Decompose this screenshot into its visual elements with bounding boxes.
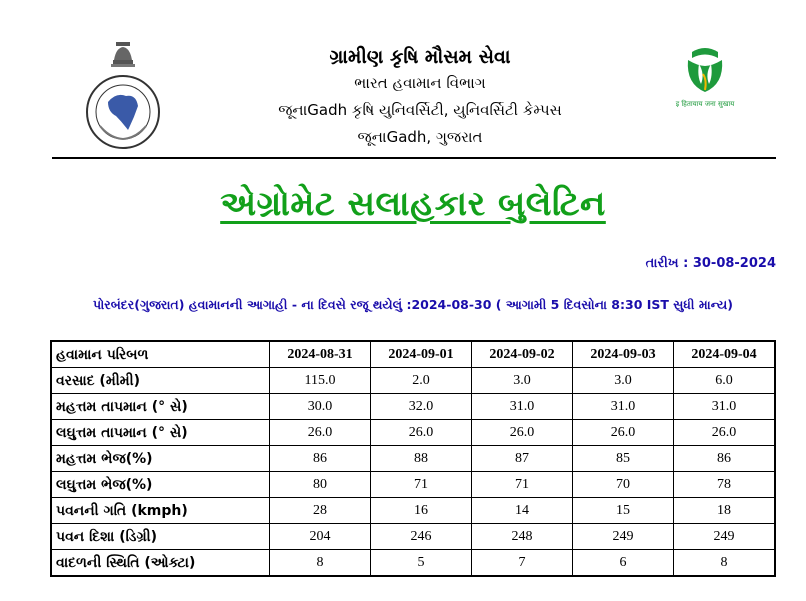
table-cell: 204 bbox=[270, 524, 371, 550]
table-cell: 71 bbox=[472, 472, 573, 498]
table-row bbox=[51, 524, 775, 550]
table-cell: 7 bbox=[472, 550, 573, 577]
table-cell: 31.0 bbox=[573, 394, 674, 420]
table-header-row bbox=[51, 341, 775, 368]
table-row bbox=[51, 394, 775, 420]
date-column-header: 2024-09-03 bbox=[573, 341, 674, 368]
table-cell: 16 bbox=[371, 498, 472, 524]
table-row bbox=[51, 446, 775, 472]
table-cell: 85 bbox=[573, 446, 674, 472]
table-cell: 6 bbox=[573, 550, 674, 577]
header-line-location: જૂનાGadh, ગુજરાત bbox=[357, 128, 483, 146]
row-label-min-temp: લઘુત્તમ તાપમાન (° સે) bbox=[51, 420, 270, 446]
row-label-min-humidity: લઘુત્તમ ભેજ(%) bbox=[51, 472, 270, 498]
table-cell: 14 bbox=[472, 498, 573, 524]
table-cell: 80 bbox=[270, 472, 371, 498]
table-row bbox=[51, 472, 775, 498]
header-line-rural-agromet-service: ગ્રામીણ કૃષિ મૌસમ સેવા bbox=[329, 46, 511, 68]
table-cell: 31.0 bbox=[472, 394, 573, 420]
table-cell: 71 bbox=[371, 472, 472, 498]
date-column-header: 2024-09-04 bbox=[674, 341, 776, 368]
date-column-header: 2024-09-01 bbox=[371, 341, 472, 368]
header-divider bbox=[52, 157, 776, 159]
bulletin-header bbox=[0, 0, 806, 160]
table-cell: 248 bbox=[472, 524, 573, 550]
table-cell: 87 bbox=[472, 446, 573, 472]
table-cell: 26.0 bbox=[472, 420, 573, 446]
row-label-max-humidity: મહત્તમ ભેજ(%) bbox=[51, 446, 270, 472]
table-cell: 246 bbox=[371, 524, 472, 550]
table-cell: 70 bbox=[573, 472, 674, 498]
table-cell: 26.0 bbox=[573, 420, 674, 446]
table-row bbox=[51, 498, 775, 524]
table-row bbox=[51, 368, 775, 394]
table-cell: 15 bbox=[573, 498, 674, 524]
table-cell: 8 bbox=[674, 550, 776, 577]
table-cell: 5 bbox=[371, 550, 472, 577]
row-label-max-temp: મહત્તમ તાપમાન (° સે) bbox=[51, 394, 270, 420]
table-cell: 249 bbox=[674, 524, 776, 550]
table-cell: 78 bbox=[674, 472, 776, 498]
jau-motto: इ हितायाय जना सुखाय bbox=[675, 100, 735, 108]
table-row bbox=[51, 550, 775, 577]
header-line-imd: ભારત હવામાન વિભાગ bbox=[354, 74, 486, 92]
row-label-wind-speed: પવનની ગતિ (kmph) bbox=[51, 498, 270, 524]
table-cell: 31.0 bbox=[674, 394, 776, 420]
table-cell: 32.0 bbox=[371, 394, 472, 420]
table-cell: 88 bbox=[371, 446, 472, 472]
table-cell: 3.0 bbox=[573, 368, 674, 394]
row-label-cloud-cover: વાદળની સ્થિતિ (ઓક્ટા) bbox=[51, 550, 270, 577]
date-column-header: 2024-09-02 bbox=[472, 341, 573, 368]
table-cell: 115.0 bbox=[270, 368, 371, 394]
bulletin-title: એગ્રોમેટ સલાહકાર બુલેટિન bbox=[220, 184, 606, 224]
table-cell: 28 bbox=[270, 498, 371, 524]
bulletin-date: તારીખ : 30-08-2024 bbox=[645, 256, 776, 271]
imd-emblem-icon bbox=[80, 40, 166, 152]
table-cell: 86 bbox=[270, 446, 371, 472]
table-cell: 86 bbox=[674, 446, 776, 472]
table-cell: 2.0 bbox=[371, 368, 472, 394]
table-cell: 18 bbox=[674, 498, 776, 524]
row-label-rainfall: વરસાદ (મીમી) bbox=[51, 368, 270, 394]
header-line-university: જૂનાGadh કૃષિ યુનિવર્સિટી, યુનિવર્સિટી કેમ્પસ bbox=[278, 101, 562, 119]
table-cell: 30.0 bbox=[270, 394, 371, 420]
jau-logo-icon bbox=[660, 44, 750, 114]
table-cell: 26.0 bbox=[270, 420, 371, 446]
table-row bbox=[51, 420, 775, 446]
table-cell: 26.0 bbox=[674, 420, 776, 446]
param-column-header: હવામાન પરિબળ bbox=[51, 341, 270, 368]
table-cell: 249 bbox=[573, 524, 674, 550]
table-cell: 8 bbox=[270, 550, 371, 577]
weather-forecast-table bbox=[50, 340, 776, 577]
forecast-description: પોરબંદર(ગુજરાત) હવામાનની આગાહી - ના દિવસે રજૂ થયેલું :2024-08-30 ( આગામી 5 દિવસોના 8:30 IST સુધી માન્ય) bbox=[93, 297, 733, 312]
header-text-block bbox=[200, 44, 640, 151]
table-cell: 6.0 bbox=[674, 368, 776, 394]
table-cell: 26.0 bbox=[371, 420, 472, 446]
table-cell: 3.0 bbox=[472, 368, 573, 394]
row-label-wind-direction: પવન દિશા (ડિગ્રી) bbox=[51, 524, 270, 550]
date-column-header: 2024-08-31 bbox=[270, 341, 371, 368]
